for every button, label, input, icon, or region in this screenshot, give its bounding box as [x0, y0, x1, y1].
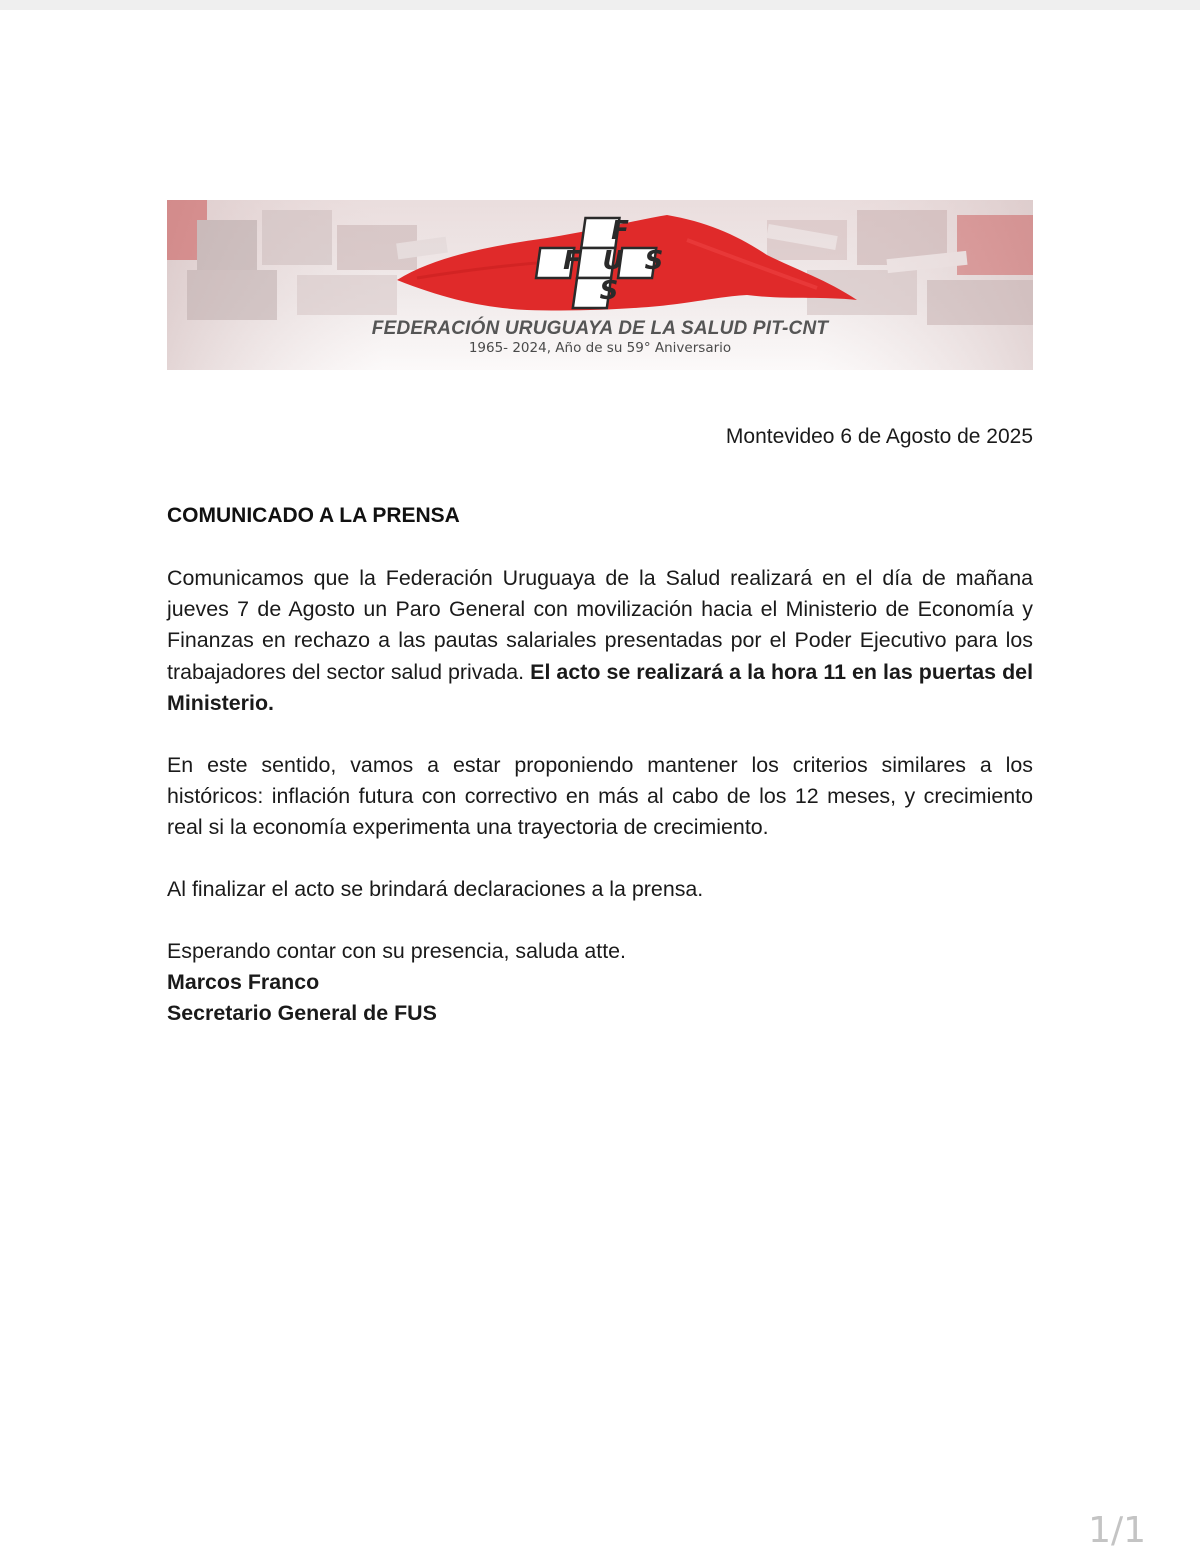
- paragraph-press: Al finalizar el acto se brindará declaraciones a la prensa.: [167, 877, 704, 901]
- viewer-top-bar: [0, 0, 1200, 10]
- document-title: COMUNICADO A LA PRENSA: [167, 504, 460, 527]
- letter-date: Montevideo 6 de Agosto de 2025: [725, 425, 1033, 448]
- logo-letter-right: S: [644, 246, 664, 276]
- logo-letter-center: U: [602, 246, 624, 276]
- logo-letter-left: F: [563, 246, 581, 276]
- letterhead-text-layer: [167, 200, 1033, 370]
- announcement-bold-text: El acto se realizará a la hora 11 en las puertas del Ministerio.: [167, 659, 1034, 715]
- page-indicator: 1/1: [1088, 1510, 1146, 1551]
- closing-line: Esperando contar con su presencia, saluda atte.: [167, 939, 627, 963]
- logo-letter-top: F: [611, 216, 629, 246]
- paragraph-criteria: En este sentido, vamos a estar proponiendo mantener los criterios similares a los históricos: inflación futura con correctivo en más al cabo de los 12 meses, y crecimiento real si la economía experimenta una trayectoria de crecimiento.: [167, 753, 1033, 840]
- organization-name: FEDERACIÓN URUGUAYA DE LA SALUD PIT-CNT: [371, 318, 829, 339]
- closing-block: [167, 936, 1033, 1030]
- signer-title: Secretario General de FUS: [167, 1001, 437, 1026]
- organization-tagline: 1965- 2024, Año de su 59° Aniversario: [468, 340, 732, 356]
- signer-name: Marcos Franco: [167, 970, 320, 995]
- letterhead-banner: [167, 200, 1033, 370]
- logo-letter-bottom: S: [599, 276, 619, 306]
- announcement-text: Comunicamos que la Federación Uruguaya de la Salud realizará en el día de mañana jueves 7 de Agosto un Paro General con movilización hacia el Ministerio de Economía y Finanzas en rechazo a las pautas salariales presentadas por el Poder Ejecutivo para los trabajadores del sector salud privada.: [167, 566, 1033, 684]
- paragraph-announcement: [167, 563, 1033, 719]
